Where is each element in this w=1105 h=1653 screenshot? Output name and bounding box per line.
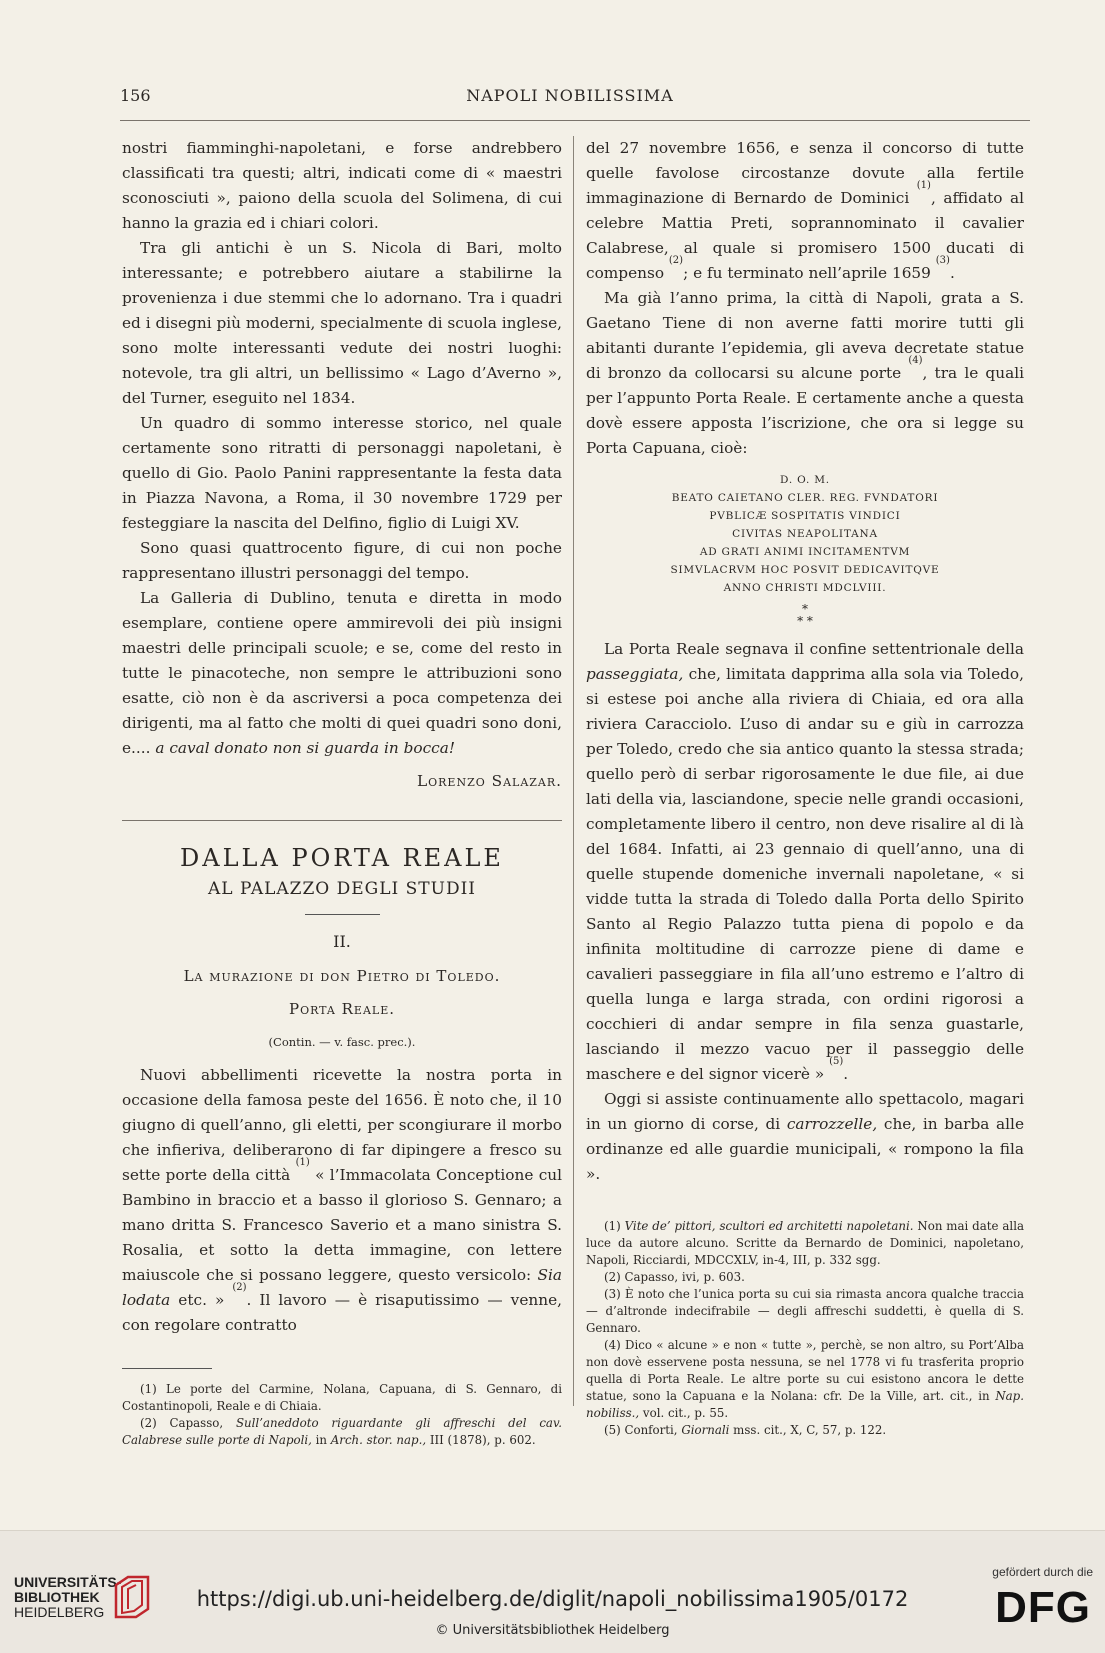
subsection-title: Porta Reale. <box>288 1000 396 1018</box>
author-signature: Lorenzo Salazar. <box>416 772 562 790</box>
text-run: Ma già l’anno prima, la città di Napoli, grata a S. Gaetano Tiene di non averne fatti morire tutti gli abitanti durante l’epidemia, gli aveva decretate statue di bronzo da collocarsi su alcune porte <box>586 289 1024 382</box>
text-run: . Il lavoro — è risaputissimo — venne, con regolare contratto <box>122 1291 562 1334</box>
dfg-logo[interactable]: DFG <box>995 1583 1091 1632</box>
library-name-line: HEIDELBERG <box>14 1604 105 1620</box>
asterism <box>586 603 1024 627</box>
footnote-ref: (5) <box>829 1056 844 1067</box>
asterism-bottom: * * <box>797 614 813 628</box>
paragraph: Sono quasi quattrocento figure, di cui non poche rappresentano illustri personaggi del tempo. <box>122 539 562 582</box>
paragraph <box>122 586 562 761</box>
running-header <box>120 86 1020 110</box>
article-title: DALLA PORTA REALE <box>180 844 504 872</box>
footnote-rule <box>122 1368 212 1369</box>
inscription-line: BEATO CAIETANO CLER. REG. FVNDATORI <box>671 492 939 504</box>
column-separator <box>573 136 574 1406</box>
text-run: (1) <box>604 1219 625 1233</box>
footnote <box>586 1422 1024 1439</box>
copyright-notice: © Universitätsbibliothek Heidelberg <box>435 1623 670 1638</box>
footnote <box>586 1218 1024 1269</box>
title-rule <box>305 914 380 915</box>
text-run: (5) Conforti, <box>604 1423 682 1437</box>
funding-note: gefördert durch die <box>992 1565 1093 1579</box>
footnote: (1) Le porte del Carmine, Nolana, Capuana, di S. Gennaro, di Costantinopoli, Reale e di Chiaia. <box>122 1382 562 1413</box>
paragraph <box>122 1063 562 1338</box>
footnote-ref: (2) <box>232 1282 247 1293</box>
permalink-url[interactable]: https://digi.ub.uni-heidelberg.de/diglit/napoli_nobilissima1905/0172 <box>196 1587 909 1611</box>
inscription <box>586 471 1024 597</box>
asterism-top: * <box>802 602 808 616</box>
text-run: Nuovi abbellimenti ricevette la nostra porta in occasione della famosa peste del 1656. È noto che, il 10 giugno di quell’anno, gli eletti, per scongiurare il morbo che infieriva, deliberarono di far dipingere a fresco su sette porte della città <box>122 1066 562 1184</box>
page-number: 156 <box>120 86 151 105</box>
italic-text: passeggiata, <box>586 665 684 683</box>
italic-text: Vite de’ pittori, scultori ed architetti napoletani. <box>624 1219 914 1233</box>
inscription-line: ANNO CHRISTI MDCLVIII. <box>723 582 887 594</box>
text-run: (2) Capasso, <box>140 1416 236 1430</box>
footnote <box>122 1415 562 1449</box>
text-run: che, limitata dapprima alla sola via Toledo, si estese poi anche alla riviera di Chiaia, ed ora alla riviera Caracciolo. L’uso di andar su e giù in carrozza per Toledo, credo che sia antico quanto la stessa strada; quello però di serbar rigorosamente le due file, ai due lati della via, lasciandone, specie nelle grandi occasioni, completamente libero il centro, non deve risalire al di là del 1684. Infatti, ai 23 gennaio di quell’anno, una di quelle stupende domeniche invernali napoletane, « si vidde tutta la strada di Toledo dalla Porta dello Spirito Santo al Regio Palazzo tutta piena di popolo e da infinita moltitudine di carrozze piene di dame e cavalieri passeggiare in fila all’uno estremo e l’altro di quella lunga e larga strada, con ordini rigorosi a cocchieri di andar sempre in fila senza guastarle, lasciando il mezzo vacuo per il passeggio delle maschere e del signor vicerè » <box>586 665 1024 1083</box>
text-run: III (1878), p. 602. <box>426 1433 536 1447</box>
text-run: La Porta Reale segnava il confine settentrionale della <box>604 640 1024 658</box>
text-run: , affidato al celebre Mattia Preti, soprannominato il cavalier Calabrese, al quale si promisero 1500 ducati di compenso <box>586 189 1024 282</box>
left-column <box>122 136 562 1449</box>
paragraph: nostri fiamminghi-napoletani, e forse andrebbero classificati tra questi; altri, indicati come di « maestri sconosciuti », paiono della scuola del Solimena, di cui hanno la grazia ed i chiari colori. <box>122 139 562 232</box>
italic-text: Nap. nobiliss., <box>586 1389 1024 1420</box>
italic-text: Sia lodata <box>122 1266 562 1309</box>
italic-text: Arch. stor. nap., <box>330 1433 427 1447</box>
text-run: « l’Immacolata Conceptione cul Bambino in braccio et a basso il glorioso S. Gennaro; a mano dritta S. Francesco Saverio et a mano sinistra S. Rosalia, et sotto la detta immagine, con lettere maiuscole che si possano leggere, questo versicolo: <box>122 1166 563 1284</box>
section-title: La murazione di don Pietro di Toledo. <box>183 967 501 985</box>
text-run: La Galleria di Dublino, tenuta e diretta in modo esemplare, contiene opere ammirevoli dei più insigni maestri delle principali scuole; e se, come del resto in tutte le pinacoteche, non sempre le attribuzioni sono esatte, ciò non è da ascriversi a poca competenza dei dirigenti, ma al fatto che molti di quei quadri sono doni, e.... <box>122 589 562 757</box>
part-number: II. <box>333 932 351 951</box>
footnote <box>586 1337 1024 1422</box>
text-run: . <box>843 1065 849 1083</box>
footnote-ref: (3) <box>935 255 950 266</box>
italic-text: carrozzelle, <box>786 1115 878 1133</box>
inscription-line: D. O. M. <box>780 474 830 486</box>
text-run: mss. cit., X, C, 57, p. 122. <box>729 1423 887 1437</box>
article-separator <box>122 820 562 821</box>
library-name-line: UNIVERSITÄTS- <box>14 1574 122 1590</box>
inscription-line: SIMVLACRVM HOC POSVIT DEDICAVITQVE <box>670 564 940 576</box>
text-run: ; e fu terminato nell’aprile 1659 <box>683 264 936 282</box>
text-run: Oggi si assiste continuamente allo spettacolo, magari in un giorno di corse, di <box>586 1090 1024 1133</box>
text-run: etc. » <box>170 1291 233 1309</box>
paragraph: Un quadro di sommo interesse storico, nel quale certamente sono ritratti di personaggi napoletani, è quello di Gio. Paolo Panini rappresentante la festa data in Piazza Navona, a Roma, il 30 novembre 1729 per festeggiare la nascita del Delfino, figlio di Luigi XV. <box>122 414 562 532</box>
italic-text: Sull’aneddoto riguardante gli affreschi del cav. Calabrese sulle porte di Napoli, <box>122 1416 562 1447</box>
journal-title: NAPOLI NOBILISSIMA <box>466 86 674 105</box>
italic-text: Giornali <box>681 1423 730 1437</box>
footnote-ref: (2) <box>668 255 684 266</box>
text-run: che, in barba alle ordinanze ed alle guardie municipali, « rompono la fila ». <box>586 1115 1024 1183</box>
paragraph <box>586 1087 1024 1187</box>
right-column <box>586 136 1024 1439</box>
footnote-ref: (1) <box>295 1157 310 1168</box>
header-rule <box>120 120 1030 121</box>
continuation-note: (Contin. — v. fasc. prec.). <box>268 1035 416 1049</box>
text-run: Non mai date alla luce da autore alcuno. Scritte da Bernardo de Dominici, napoletano, Napoli, Ricciardi, MDCCXLV, in-4, III, p. 332 sgg. <box>586 1219 1024 1267</box>
footnote-ref: (1) <box>916 180 931 191</box>
paragraph <box>586 286 1024 461</box>
paragraph <box>586 136 1024 286</box>
text-run: del 27 novembre 1656, e senza il concorso di tutte quelle favolose circostanze dovute alla fertile immaginazione di Bernardo de Dominici <box>586 139 1024 207</box>
paragraph <box>586 637 1024 1087</box>
inscription-line: CIVITAS NEAPOLITANA <box>732 528 878 540</box>
text-run: , tra le quali per l’appunto Porta Reale. E certamente anche a questa dovè essere apposta l’iscrizione, che ora si legge su Porta Capuana, cioè: <box>586 364 1024 457</box>
inscription-line: PVBLICÆ SOSPITATIS VINDICI <box>709 510 901 522</box>
article-subtitle: AL PALAZZO DEGLI STUDII <box>207 879 477 899</box>
text-run: vol. cit., p. 55. <box>639 1406 729 1420</box>
text-run: in <box>311 1433 331 1447</box>
footnote: (3) È noto che l’unica porta su cui sia rimasta ancora qualche traccia — d’altronde indecifrabile — degli affreschi suddetti, è quella di S. Gennaro. <box>586 1287 1024 1335</box>
italic-text: a caval donato non si guarda in bocca! <box>155 739 455 757</box>
viewer-footer <box>0 1530 1105 1653</box>
inscription-line: AD GRATI ANIMI INCITAMENTVM <box>699 546 911 558</box>
footnote: (2) Capasso, ivi, p. 603. <box>604 1270 745 1284</box>
text-run: . <box>949 264 955 282</box>
text-run: (4) Dico « alcune » e non « tutte », perchè, se non altro, su Port’Alba non dovè esservene posta nessuna, se nel 1778 vi fu trasferita proprio quella di Porta Reale. Le altre porte su cui esistono ancora le dette statue, sono la Capuana e la Nolana: cfr. De la Ville, art. cit., in <box>586 1338 1024 1403</box>
library-name-line: BIBLIOTHEK <box>14 1589 100 1605</box>
footnote-ref: (4) <box>908 355 923 366</box>
paragraph: Tra gli antichi è un S. Nicola di Bari, molto interessante; e potrebbero aiutare a stabilirne la provenienza i due stemmi che lo adornano. Tra i quadri ed i disegni più moderni, specialmente di scuola inglese, sono molte interessanti vedute dei nostri luoghi: notevole, tra gli altri, un bellissimo « Lago d’Averno », del Turner, eseguito nel 1834. <box>122 239 562 407</box>
